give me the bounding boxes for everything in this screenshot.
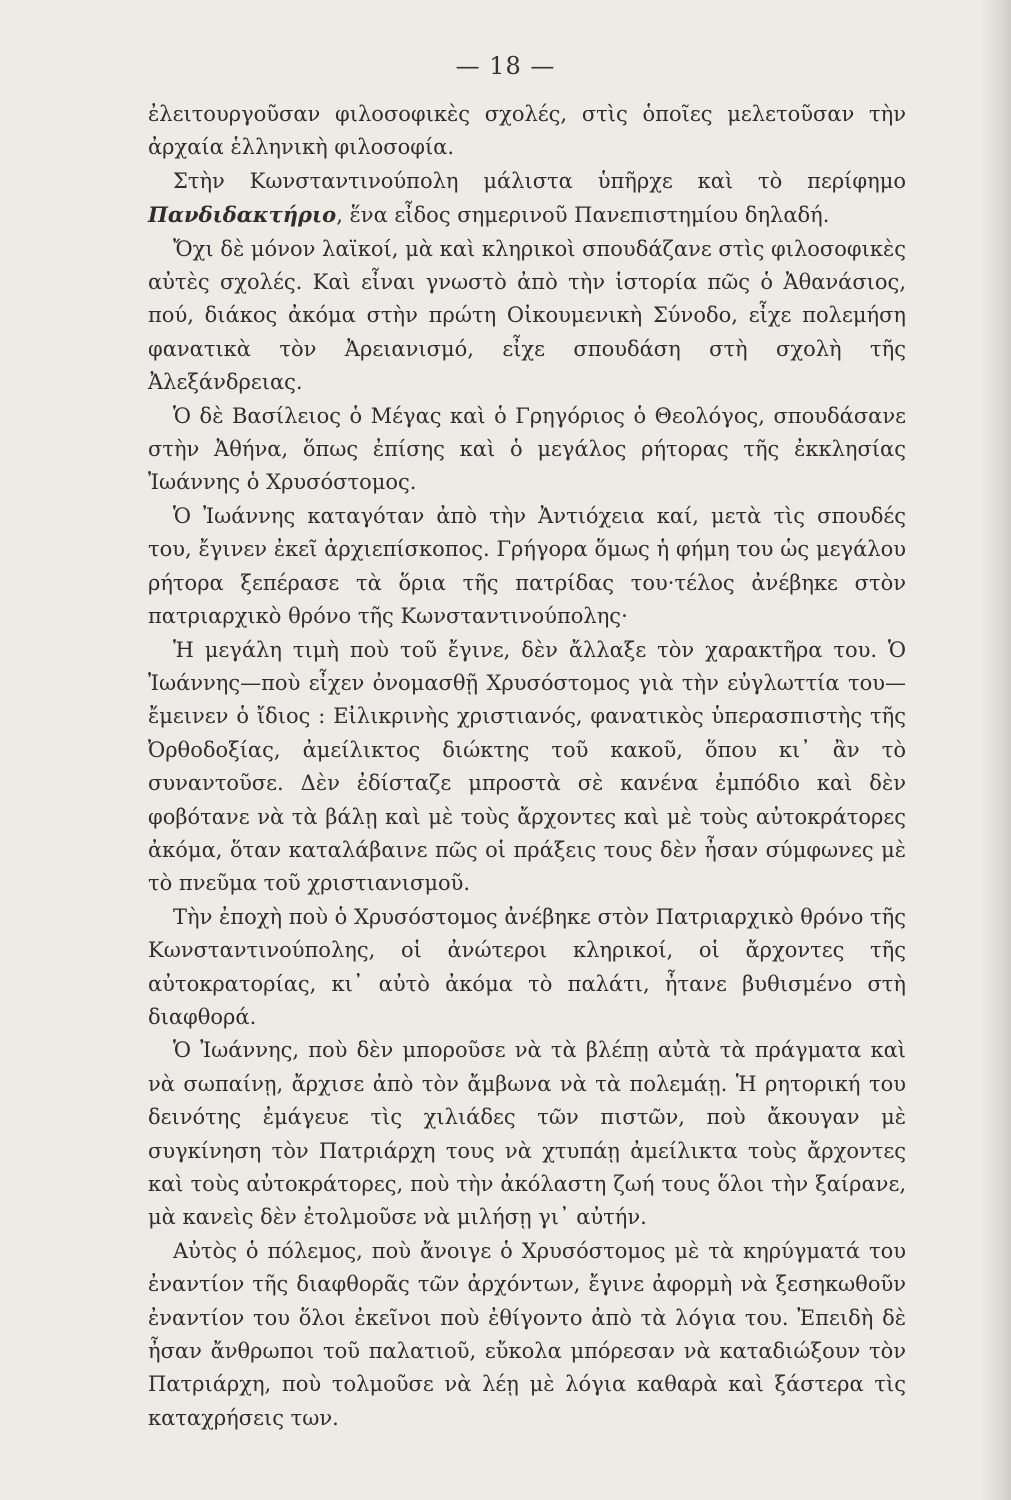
page-spine-shadow [981,0,1011,1500]
paragraph-5-text: Ὁ Ἰωάννης καταγόταν ἀπὸ τὴν Ἀντιόχεια καί, μετὰ τὶς σπουδές του, ἔγινεν ἐκεῖ ἀρχιεπίσκοπος. Γρήγορα ὅμως ἡ φήμη του ὡς μεγάλου ρήτορα ξεπέρασε τὰ ὅρια τῆς πατρίδας του·τέλος ἀνέβηκε στὸν πατριαρχικὸ θρόνο τῆς Κωνσταντινούπολης· [148,503,906,629]
paragraph-3 [148,233,906,400]
paragraph-7 [148,901,906,1035]
paragraph-2-text-end: , ἕνα εἶδος σημερινοῦ Πανεπιστημίου δηλαδή. [336,203,830,228]
page-text [148,98,906,1435]
paragraph-4 [148,400,906,500]
paragraph-9 [148,1235,906,1435]
pandidaktirio-emphasis: Πανδιδακτήριο [148,202,337,228]
paragraph-5 [148,500,906,634]
paragraph-4-text: Ὁ δὲ Βασίλειος ὁ Μέγας καὶ ὁ Γρηγόριος ὁ Θεολόγος, σπουδάσανε στὴν Ἀθήνα, ὅπως ἐπίσης καὶ ὁ μεγάλος ρήτορας τῆς ἐκκλησίας Ἰωάννης ὁ Χρυσόστομος. [148,403,906,495]
paragraph-2 [148,165,906,233]
paragraph-8-text: Ὁ Ἰωάννης, ποὺ δὲν μποροῦσε νὰ τὰ βλέπῃ αὐτὰ τὰ πράγματα καὶ νὰ σωπαίνῃ, ἄρχισε ἀπὸ τὸν ἄμβωνα νὰ τὰ πολεμάῃ. Ἡ ρητορική του δεινότης ἐμάγευε τὶς χιλιάδες τῶν πιστῶν, ποὺ ἄκουγαν μὲ συγκίνηση τὸν Πατριάρχη τους νὰ χτυπάῃ ἀμείλικτα τοὺς ἄρχοντες καὶ τοὺς αὐτοκράτορες, ποὺ τὴν ἀκόλαστη ζωή τους ὅλοι τὴν ξαίρανε, μὰ κανεὶς δὲν ἐτολμοῦσε νὰ μιλήσῃ γι᾿ αὐτήν. [148,1038,906,1230]
paragraph-7-text: Τὴν ἐποχὴ ποὺ ὁ Χρυσόστομος ἀνέβηκε στὸν Πατριαρχικὸ θρόνο τῆς Κωνσταντινούπολης, οἱ ἀνώτεροι κληρικοί, οἱ ἄρχοντες τῆς αὐτοκρατορίας, κι᾿ αὐτὸ ἀκόμα τὸ παλάτι, ἦτανε βυθισμένο στὴ διαφθορά. [148,904,906,1029]
paragraph-9-text: Αὐτὸς ὁ πόλεμος, ποὺ ἄνοιγε ὁ Χρυσόστομος μὲ τὰ κηρύγματά του ἐναντίον τῆς διαφθορᾶς τῶν ἀρχόντων, ἔγινε ἀφορμὴ νὰ ξεσηκωθοῦν ἐναντίον του ὅλοι ἐκεῖνοι ποὺ ἐθίγοντο ἀπὸ τὰ λόγια του. Ἐπειδὴ δὲ ἦσαν ἄνθρωποι τοῦ παλατιοῦ, εὔκολα μπόρεσαν νὰ καταδιώξουν τὸν Πατριάρχη, ποὺ τολμοῦσε νὰ λέῃ μὲ λόγια καθαρὰ καὶ ξάστερα τὶς καταχρήσεις των. [148,1238,906,1430]
paragraph-8 [148,1034,906,1234]
paragraph-3-text: Ὄχι δὲ μόνον λαϊκοί, μὰ καὶ κληρικοὶ σπουδάζανε στὶς φιλοσοφικὲς αὐτὲς σχολές. Καὶ εἶναι γνωστὸ ἀπὸ τὴν ἱστορία πῶς ὁ Ἀθανάσιος, πού, διάκος ἀκόμα στὴν πρώτη Οἰκουμενικὴ Σύνοδο, εἶχε πολεμήση φανατικὰ τὸν Ἀρειανισμό, εἶχε σπουδάση στὴ σχολὴ τῆς Ἀλεξάνδρειας. [148,236,906,395]
paragraph-2-text-start: Στὴν Κωνσταντινούπολη μάλιστα ὑπῆρχε καὶ τὸ περίφημο [173,168,906,193]
paragraph-1 [148,98,906,165]
paragraph-1-text: ἐλειτουργοῦσαν φιλοσοφικὲς σχολές, στὶς ὁποῖες μελετοῦσαν τὴν ἀρχαία ἑλληνικὴ φιλοσοφία. [148,102,906,160]
page-number: — 18 — [455,52,556,80]
paragraph-6-text: Ἡ μεγάλη τιμὴ ποὺ τοῦ ἔγινε, δὲν ἄλλαξε τὸν χαρακτῆρα του. Ὁ Ἰωάννης—ποὺ εἶχεν ὀνομασθῇ Χρυσόστομος γιὰ τὴν εὐγλωττία του—ἔμεινεν ὁ ἴδιος : Εἰλικρινὴς χριστιανός, φανατικὸς ὑπερασπιστὴς τῆς Ὀρθοδοξίας, ἀμείλικτος διώκτης τοῦ κακοῦ, ὅπου κι᾿ ἂν τὸ συναντοῦσε. Δὲν ἐδίσταζε μπροστὰ σὲ κανένα ἐμπόδιο καὶ δὲν φοβότανε νὰ τὰ βάλῃ καὶ μὲ τοὺς ἄρχοντες καὶ μὲ τοὺς αὐτοκράτορες ἀκόμα, ὅταν καταλάβαινε πῶς οἱ πράξεις τους δὲν ἦσαν σύμφωνες μὲ τὸ πνεῦμα τοῦ χριστιανισμοῦ. [148,637,906,896]
paragraph-6 [148,634,906,901]
